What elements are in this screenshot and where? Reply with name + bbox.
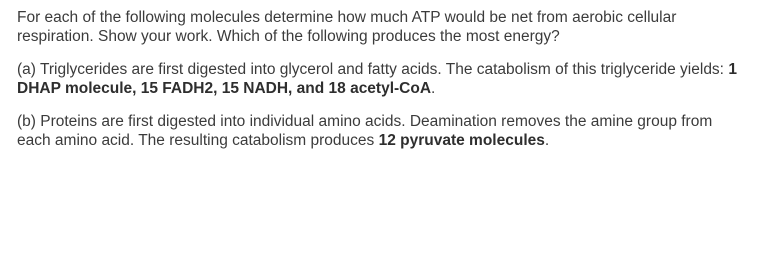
- part-b-paragraph: [17, 112, 750, 150]
- intro-paragraph: [17, 8, 750, 46]
- part-b-text: (b) Proteins are first digested into individual amino acids. Deamination removes the amine group from each amino acid. The resulting catabolism produces: [17, 113, 713, 149]
- part-b-bold-text: 12 pyruvate molecules: [378, 132, 545, 149]
- part-a-paragraph: [17, 60, 750, 98]
- intro-text: For each of the following molecules determine how much ATP would be net from aerobic cellular respiration. Show your work. Which of the following produces the most energy?: [17, 9, 677, 45]
- part-a-bold-text: 1 DHAP molecule, 15 FADH2, 15 NADH, and 18 acetyl-CoA: [17, 61, 737, 97]
- part-a-end: .: [431, 80, 436, 97]
- part-a-text: (a) Triglycerides are first digested into glycerol and fatty acids. The catabolism of this triglyceride yields:: [17, 61, 729, 78]
- part-b-end: .: [544, 132, 550, 149]
